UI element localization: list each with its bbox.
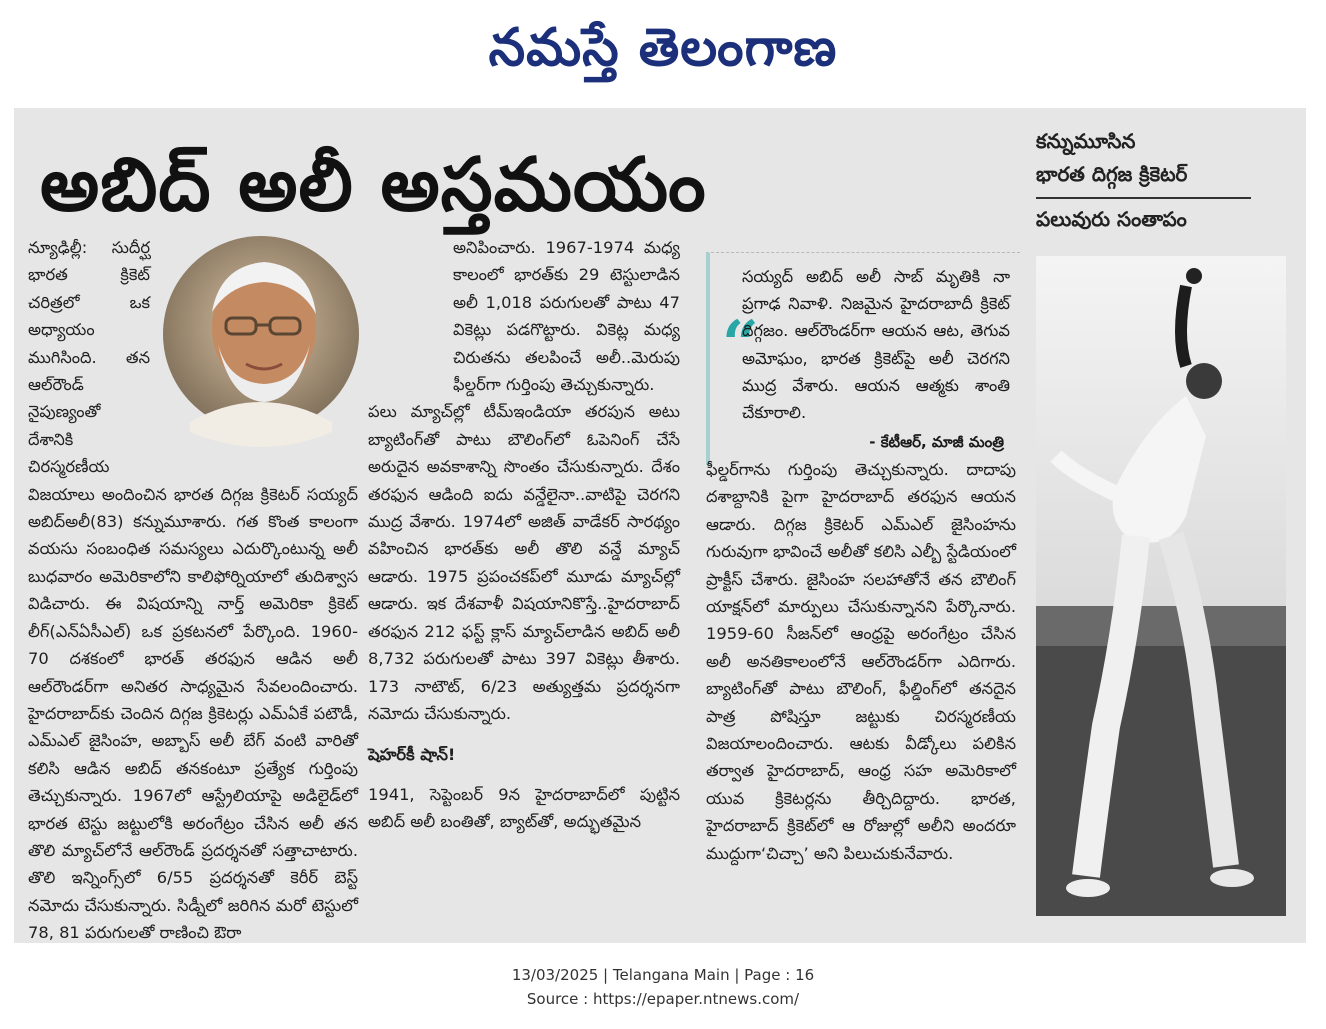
column-1-text: న్యూఢిల్లీ: సుదీర్ఘ భారత క్రికెట్ చరిత్రలో ఒక అధ్యాయం ముగిసింది. తన ఆల్‌రౌండ్ నైపుణ్యంతో దేశానికి చిరస్మరణీయ విజయాలు అందించిన భారత దిగ్గజ క్రికెటర్ సయ్యద్ అబిద్‌అలీ(83) కన్నుమూశారు. గత కొంత కాలంగా వయసు సంబంధిత సమస్యలు ఎదుర్కొంటున్న అలీ బుధవారం అమెరికాలోని కాలిఫోర్నియాలో తుదిశ్వాస విడిచారు. ఈ విషయాన్ని నార్త్ అమెరికా క్రికెట్ లీగ్(ఎన్‌ఏసీఎల్) ఒక ప్రకటనలో పేర్కొంది. 1960-70 దశకంలో భారత్ తరఫున ఆడిన అలీ ఆల్‌రౌండర్‌గా అనితర సాధ్యమైన సేవలందించారు. హైదరాబాద్‌కు చెందిన దిగ్గజ క్రికెటర్లు ఎమ్ఏకే పటౌడీ, ఎమ్ఎల్ జైసింహ, అబ్బాస్ అలీ బేగ్ వంటి వారితో కలిసి ఆడిన అబిద్ తనకంటూ ప్రత్యేక గుర్తింపు తెచ్చుకున్నారు. 1967లో ఆస్ట్రేలియాపై అడిలైడ్‌లో భారత టెస్టు జట్టులోకి అరంగేట్రం చేసిన అలీ తన తొలి మ్యాచ్‌లోనే ఆల్‌రౌండ్ ప్రదర్శనతో సత్తాచాటారు. తొలి ఇన్నింగ్స్‌లో 6/55 ప్రదర్శనతో కెరీర్ బెస్ట్ నమోదు చేసుకున్నారు. సిడ్నీలో జరిగిన మరో టెస్టులో 78, 81 పరుగులతో రాణించి ఔరా (28, 238, 358, 943)
deck-line-1: కన్నుమూసిన (1036, 129, 1136, 153)
column-3-text: ఫీల్డర్‌గాను గుర్తింపు తెచ్చుకున్నారు. దాదాపు దశాబ్దానికి పైగా హైదరాబాద్ తరఫున ఆయన ఆడారు. దిగ్గజ క్రికెటర్ ఎమ్ఎల్ జైసింహను గురువుగా భావించే అలీతో కలిసి ఎల్బీ స్టేడియంలో ప్రాక్టీస్ చేశారు. జైసింహ సలహాతోనే తన బౌలింగ్ యాక్షన్‌లో మార్పులు చేసుకున్నానని పేర్కొనారు. 1959-60 సీజన్‌లో ఆంధ్రపై అరంగేట్రం చేసిన అలీ అనతికాలంలోనే ఆల్‌రౌండర్‌గా ఎదిగారు. బ్యాటింగ్‌తో పాటు బౌలింగ్, ఫీల్డింగ్‌లో తనదైన పాత్ర పోషిస్తూ జట్టుకు చిరస్మరణీయ విజయాలందించారు. ఆటకు వీడ్కోలు పలికిన తర్వాత హైదరాబాద్, ఆంధ్ర సహ అమెరికాలో యువ క్రికెటర్లను తీర్చిదిద్దారు. భారత, హైదరాబాద్ క్రికెట్‌లో ఆ రోజుల్లో అలీని అందరూ ముద్దుగా‘చిచ్చా’ అని పిలుచుకునేవారు. (706, 460, 1016, 863)
quote-text: సయ్యద్ అబిద్ అలీ సాబ్ మృతికి నా ప్రగాఢ నివాళి. నిజమైన హైదరాబాదీ క్రికెట్ దిగ్గజం. ఆల్‌రౌండర్‌గా ఆయన ఆట, తెగువ అమోఘం, భారత క్రికెట్‌పై అలీ చెరగని ముద్ర వేశారు. ఆయన ఆత్మకు శాంతి చేకూరాలి. (742, 267, 1010, 423)
deck-divider (1036, 197, 1251, 199)
article-column-1 (28, 234, 358, 947)
deck (1036, 125, 1286, 236)
footer-date-line: 13/03/2025 | Telangana Main | Page : 16 (511, 966, 815, 984)
quote-attribution: - కేటీఆర్, మాజీ మంత్రి (869, 433, 1004, 451)
article-column-3 (706, 456, 1016, 867)
deck-line-3: పలువురు సంతాపం (1036, 207, 1187, 231)
column-2-intro: అనిపించారు. 1967-1974 మధ్య కాలంలో భారత్‌కు 29 టెస్టులాడిన అలీ 1,018 పరుగులతో పాటు 47 వికెట్లు పడగొట్టారు. వికెట్ల మధ్య చిరుతను తలపించే అలీ..మెరుపు ఫీల్డర్‌గా గుర్తింపు తెచ్చుకున్నారు. (453, 238, 680, 395)
deck-line-2: భారత దిగ్గజ క్రికెటర్ (1036, 162, 1188, 186)
quote-box (706, 252, 1020, 465)
headline: అబిద్ అలీ అస్తమయం (40, 142, 707, 228)
footer-source-link[interactable]: Source : https://epaper.ntnews.com/ (526, 990, 800, 1008)
quote-mark-icon: “ (722, 307, 759, 382)
masthead-logo: నమస్తే తెలంగాణ (488, 17, 838, 78)
footer (0, 963, 1326, 1011)
portrait-photo (160, 232, 362, 450)
subheading: షెహర్‌కీ షాన్! (368, 745, 456, 765)
bowling-action-photo (1036, 256, 1286, 916)
column-2-after: 1941, సెప్టెంబర్ 9న హైదరాబాద్‌లో పుట్టిన అబిద్ అలీ బంతితో, బ్యాట్‌తో, అద్భుతమైన (368, 784, 680, 832)
article-column-2 (368, 234, 680, 836)
column-2-text: పలు మ్యాచ్‌ల్లో టీమ్‌ఇండియా తరపున అటు బ్యాటింగ్‌తో పాటు బౌలింగ్‌లో ఓపెనింగ్ చేసే అరుదైన అవకాశాన్ని సొంతం చేసుకున్నారు. దేశం తరఫున ఆడింది ఐదు వన్డేలైనా..వాటిపై చెరగని ముద్ర వేశారు. 1974లో అజిత్ వాడేకర్ సారథ్యం వహించిన భారత్‌కు అలీ తొలి వన్డే మ్యాచ్ ఆడారు. 1975 ప్రపంచకప్‌లో మూడు మ్యాచ్‌ల్లో ఆడారు. ఇక దేశవాళీ విషయానికొస్తే..హైదరాబాద్ తరఫున 212 ఫస్ట్ క్లాస్ మ్యాచ్‌లాడిన అబిద్ అలీ 8,732 పరుగులతో పాటు 397 వికెట్లు తీశారు. 173 నాటౌట్, 6/23 అత్యుత్తమ ప్రదర్శనగా నమోదు చేసుకున్నారు. (368, 402, 680, 723)
